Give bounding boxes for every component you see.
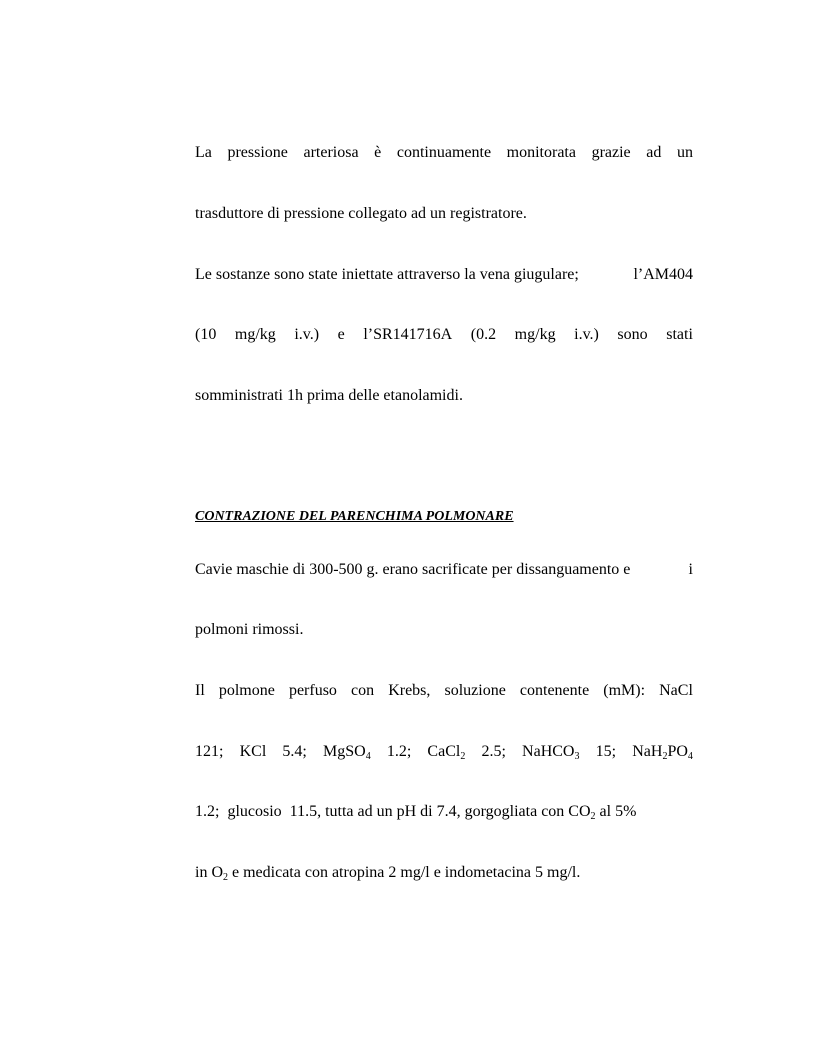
word: 5.4; (282, 743, 307, 760)
chemical-formula: NaHCO$_3$ (522, 743, 580, 762)
word: continuamente (396, 144, 492, 161)
word: l’SR141716A (363, 326, 453, 343)
chemical-formula: MgSO$_4$ (323, 743, 371, 762)
word: ad (646, 144, 662, 161)
paragraph-line: somministrati 1h prima delle etanolamidi. (195, 387, 463, 404)
word: polmone (218, 682, 275, 699)
word: i.v.) (574, 326, 599, 343)
paragraph-line (195, 265, 693, 285)
word: KCl (239, 743, 267, 760)
paragraph-line (195, 681, 693, 701)
word: grazie (591, 144, 631, 161)
word: è (374, 144, 382, 161)
word: i.v.) (294, 326, 320, 343)
word: NaCl (659, 682, 693, 699)
word: arteriosa (303, 144, 359, 161)
word: soluzione (444, 682, 506, 699)
word: mg/kg (234, 326, 276, 343)
word: 121; (195, 743, 224, 760)
paragraph-line: 1.2; glucosio 11.5, tutta ad un pH di 7.4, gorgogliata con $CO_2$ al 5% (195, 803, 637, 822)
word: sono (617, 326, 648, 343)
word: (mM): (603, 682, 646, 699)
word: 2.5; (481, 743, 506, 760)
text-segment: i (688, 561, 693, 578)
word: pressione (227, 144, 288, 161)
text-segment: Le sostanze sono state iniettate attraverso la vena giugulare; (195, 266, 579, 283)
word: monitorata (506, 144, 576, 161)
word: contenente (519, 682, 590, 699)
word: Krebs, (388, 682, 431, 699)
paragraph-line (195, 742, 693, 762)
paragraph-line: in $O_2$ e medicata con atropina 2 mg/l e indometacina 5 mg/l. (195, 864, 581, 883)
word: un (676, 144, 693, 161)
chemical-formula: $NaH_2PO_4$ (632, 743, 693, 762)
paragraph-line: polmoni rimossi. (195, 621, 304, 638)
word: 1.2; (386, 743, 412, 760)
paragraph-line (195, 560, 693, 580)
word: (10 (195, 326, 217, 343)
word: La (195, 144, 212, 161)
word: 15; (595, 743, 617, 760)
word: e (337, 326, 345, 343)
word: perfuso (288, 682, 337, 699)
text-segment: l’AM404 (633, 266, 693, 283)
section-heading: CONTRAZIONE DEL PARENCHIMA POLMONARE (195, 509, 514, 524)
text-segment: Cavie maschie di 300-500 g. erano sacrificate per dissanguamento e (195, 561, 631, 578)
word: (0.2 (470, 326, 497, 343)
paragraph-line (195, 143, 693, 163)
word: stati (666, 326, 693, 343)
word: mg/kg (514, 326, 556, 343)
word: con (351, 682, 375, 699)
paragraph-line (195, 325, 693, 345)
word: Il (195, 682, 205, 699)
chemical-formula: CaCl$_2$ (427, 743, 466, 762)
paragraph-line: trasduttore di pressione collegato ad un registratore. (195, 205, 527, 222)
